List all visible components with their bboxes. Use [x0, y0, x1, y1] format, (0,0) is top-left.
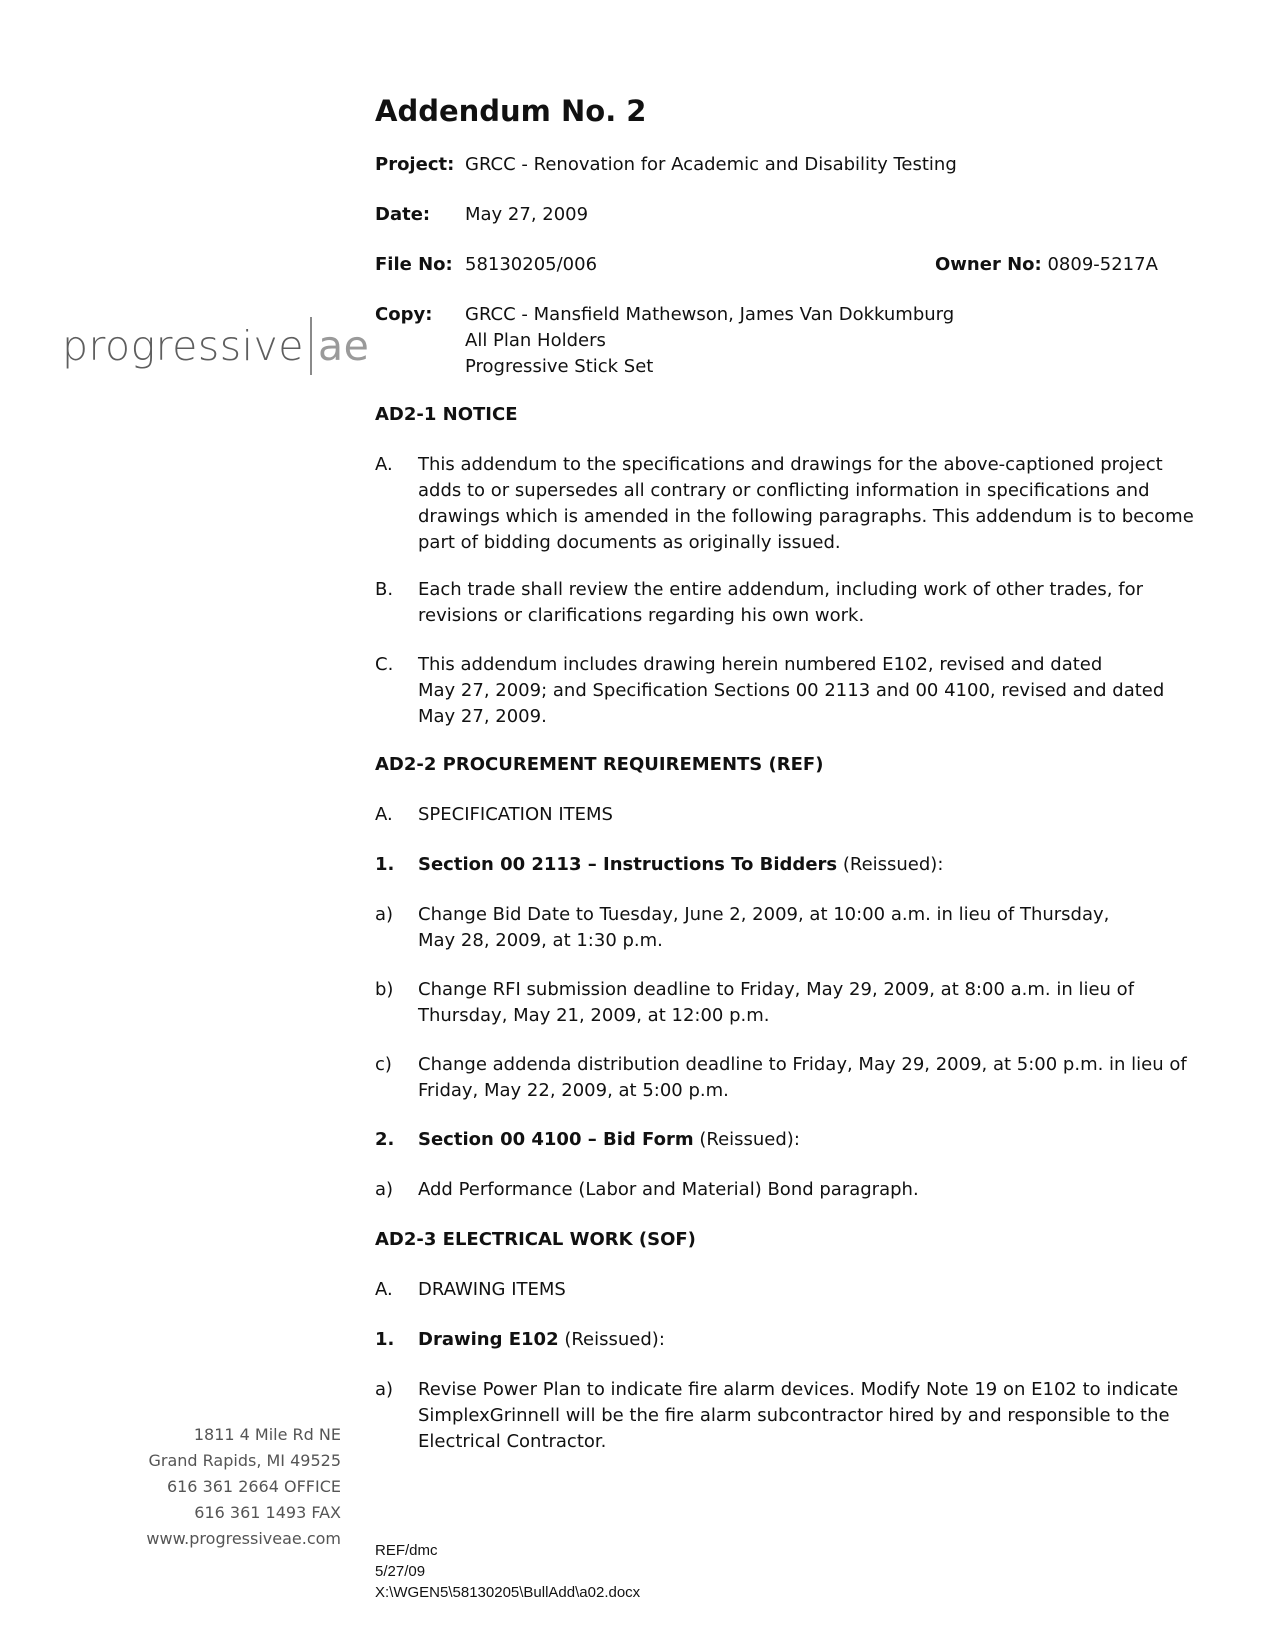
item-title: Section 00 2113 – Instructions To Bidders	[418, 854, 838, 875]
project-row	[375, 154, 957, 175]
item-text: Revise Power Plan to indicate fire alarm devices. Modify Note 19 on E102 to indicate	[418, 1379, 1179, 1400]
item-marker: a)	[375, 1179, 394, 1200]
logo-suffix: ae	[317, 322, 370, 370]
item-text: SimplexGrinnell will be the fire alarm subcontractor hired by and responsible to the	[418, 1405, 1170, 1426]
section-heading: AD2-3 ELECTRICAL WORK (SOF)	[375, 1229, 696, 1250]
address-fax: 616 361 1493 FAX	[194, 1503, 341, 1522]
item-marker: C.	[375, 654, 394, 675]
owner-label: Owner No:	[935, 254, 1042, 275]
item-marker: c)	[375, 1054, 392, 1075]
company-address	[146, 1422, 341, 1552]
item-marker: B.	[375, 579, 394, 600]
item-text: Change addenda distribution deadline to Friday, May 29, 2009, at 5:00 p.m. in lieu of	[418, 1054, 1187, 1075]
procurement-item-1c	[375, 1052, 1195, 1104]
address-office-phone: 616 361 2664 OFFICE	[166, 1477, 341, 1496]
copy-recipient: All Plan Holders	[465, 330, 606, 351]
item-text: (Reissued):	[837, 854, 944, 875]
project-value: GRCC - Renovation for Academic and Disability Testing	[465, 154, 957, 175]
item-text: revisions or clarifications regarding his own work.	[418, 605, 865, 626]
address-website: www.progressiveae.com	[146, 1529, 341, 1548]
electrical-item-a	[375, 1277, 1195, 1303]
item-marker: b)	[375, 979, 394, 1000]
item-text: Electrical Contractor.	[418, 1431, 607, 1452]
item-marker: 1.	[375, 1329, 395, 1350]
company-logo	[62, 316, 369, 376]
item-text: This addendum includes drawing herein numbered E102, revised and dated	[418, 654, 1103, 675]
document-footer	[375, 1540, 640, 1603]
notice-item-a	[375, 452, 1195, 556]
item-text: part of bidding documents as originally issued.	[418, 532, 841, 553]
file-label: File No:	[375, 254, 453, 275]
item-marker: a)	[375, 904, 394, 925]
project-label: Project:	[375, 154, 455, 175]
procurement-item-a	[375, 802, 1195, 828]
section-heading: AD2-2 PROCUREMENT REQUIREMENTS (REF)	[375, 754, 824, 775]
item-text: Add Performance (Labor and Material) Bond paragraph.	[418, 1179, 919, 1200]
item-marker: A.	[375, 454, 393, 475]
item-text: drawings which is amended in the following paragraphs. This addendum is to become	[418, 506, 1194, 527]
address-street: 1811 4 Mile Rd NE	[193, 1425, 341, 1444]
date-label: Date:	[375, 204, 431, 225]
item-text: (Reissued):	[558, 1329, 665, 1350]
item-text: Change RFI submission deadline to Friday, May 29, 2009, at 8:00 a.m. in lieu of	[418, 979, 1135, 1000]
procurement-item-1b	[375, 977, 1195, 1029]
date-row	[375, 204, 588, 225]
procurement-item-1a	[375, 902, 1195, 954]
file-value: 58130205/006	[465, 254, 598, 275]
item-marker: A.	[375, 1279, 393, 1300]
copy-recipient: Progressive Stick Set	[465, 356, 654, 377]
item-text: Each trade shall review the entire addendum, including work of other trades, for	[418, 579, 1143, 600]
item-text: Thursday, May 21, 2009, at 12:00 p.m.	[418, 1005, 770, 1026]
procurement-item-1	[375, 852, 1195, 878]
item-text: Friday, May 22, 2009, at 5:00 p.m.	[418, 1080, 729, 1101]
item-marker: a)	[375, 1379, 394, 1400]
item-text: May 27, 2009; and Specification Sections 00 2113 and 00 4100, revised and dated	[418, 680, 1165, 701]
copy-recipient: GRCC - Mansfield Mathewson, James Van Dokkumburg	[465, 304, 955, 325]
item-text: This addendum to the specifications and drawings for the above-captioned project	[418, 454, 1163, 475]
item-text: May 28, 2009, at 1:30 p.m.	[418, 930, 663, 951]
footer-initials: REF/dmc	[375, 1542, 438, 1559]
procurement-item-2	[375, 1127, 1195, 1153]
notice-item-c	[375, 652, 1195, 730]
item-text: adds to or supersedes all contrary or conflicting information in specifications and	[418, 480, 1150, 501]
item-text: (Reissued):	[693, 1129, 800, 1150]
footer-date: 5/27/09	[375, 1563, 426, 1580]
item-text: May 27, 2009.	[418, 706, 547, 727]
electrical-item-1a	[375, 1377, 1195, 1455]
date-value: May 27, 2009	[465, 204, 589, 225]
item-title: Drawing E102	[418, 1329, 559, 1350]
page-title: Addendum No. 2	[375, 94, 647, 128]
item-title: Section 00 4100 – Bid Form	[418, 1129, 694, 1150]
item-marker: 2.	[375, 1129, 395, 1150]
item-text: Change Bid Date to Tuesday, June 2, 2009, at 10:00 a.m. in lieu of Thursday,	[418, 904, 1110, 925]
address-city: Grand Rapids, MI 49525	[148, 1451, 341, 1470]
section-heading: AD2-1 NOTICE	[375, 404, 518, 425]
item-marker: A.	[375, 804, 393, 825]
owner-row	[935, 254, 1158, 275]
notice-item-b	[375, 577, 1195, 629]
electrical-item-1	[375, 1327, 1195, 1353]
footer-file-path: X:\WGEN5\58130205\BullAdd\a02.docx	[375, 1584, 641, 1601]
item-text: DRAWING ITEMS	[418, 1279, 566, 1300]
item-text: SPECIFICATION ITEMS	[418, 804, 613, 825]
file-row	[375, 254, 597, 275]
copy-label: Copy:	[375, 304, 433, 325]
logo-wordmark: progressive	[62, 322, 304, 370]
owner-value: 0809-5217A	[1047, 254, 1158, 275]
copy-recipients	[465, 302, 954, 380]
procurement-item-2a	[375, 1177, 1195, 1203]
item-marker: 1.	[375, 854, 395, 875]
logo-divider	[310, 317, 312, 375]
copy-row	[375, 304, 465, 325]
